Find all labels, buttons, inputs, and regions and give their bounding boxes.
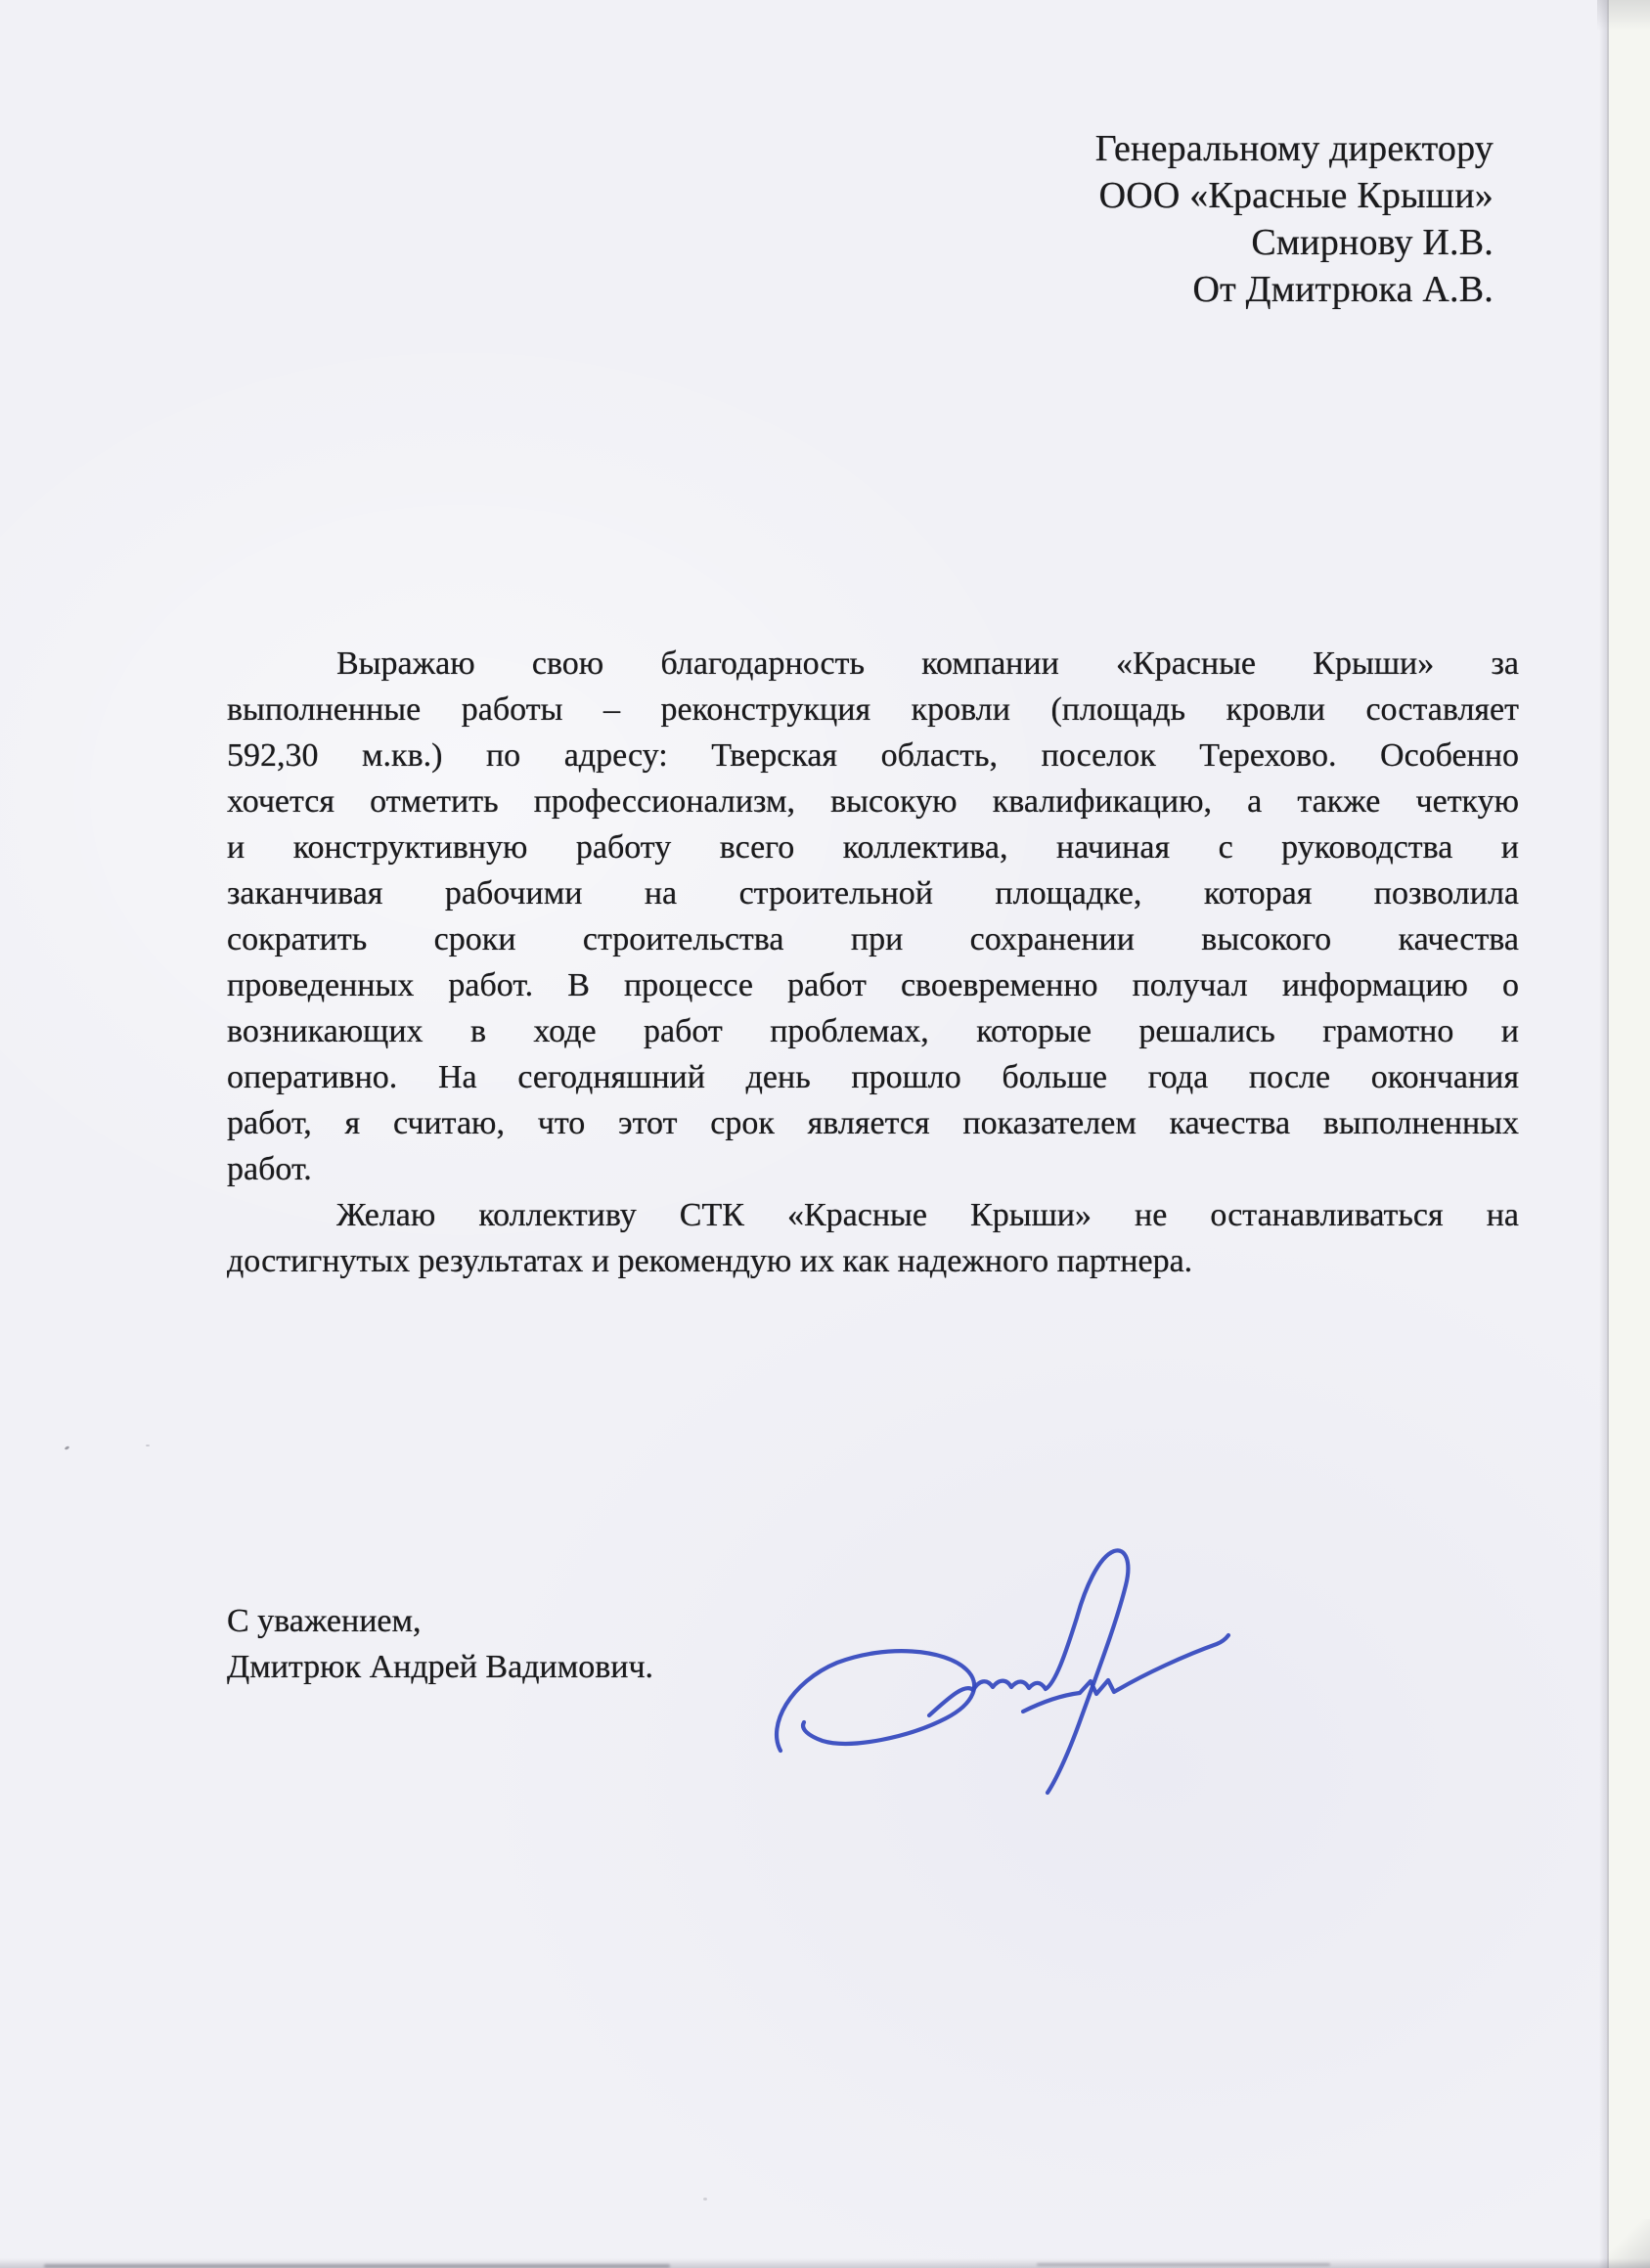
- letter-body: [227, 641, 1519, 1284]
- recipient-line: ООО «Красные Крыши»: [1098, 175, 1494, 216]
- body-line: 592,30 м.кв.) по адресу: Тверская область, поселок Терехово. Особенно: [227, 737, 1519, 774]
- scan-speck: [146, 1445, 150, 1446]
- body-line: возникающих в ходе работ проблемах, которые решались грамотно и: [227, 1013, 1519, 1049]
- closing-line: Дмитрюк Андрей Вадимович.: [227, 1649, 654, 1685]
- scan-speck: [703, 2198, 707, 2201]
- scan-speck: [65, 1445, 70, 1450]
- body-line: и конструктивную работу всего коллектива, начиная с руководства и: [227, 829, 1519, 866]
- closing-line: С уважением,: [227, 1603, 422, 1639]
- handwritten-signature-icon: [734, 1506, 1320, 1829]
- body-line: выполненные работы – реконструкция кровли (площадь кровли составляет: [227, 691, 1519, 728]
- body-line: Выражаю свою благодарность компании «Красные Крыши» за: [336, 645, 1519, 682]
- recipient-line: Смирнову И.В.: [1251, 222, 1494, 263]
- recipient-block: [1095, 125, 1494, 313]
- body-line: хочется отметить профессионализм, высокую квалификацию, а также четкую: [227, 783, 1519, 820]
- scan-bottom-smudge-segment: [44, 2264, 670, 2268]
- body-line: достигнутых результатах и рекомендую их как надежного партнера.: [227, 1243, 1193, 1279]
- body-line: заканчивая рабочими на строительной площадке, которая позволила: [227, 875, 1519, 912]
- body-line: работ, я считаю, что этот срок является показателем качества выполненных: [227, 1105, 1519, 1141]
- scan-corner-shade-top: [1597, 0, 1650, 39]
- recipient-line: От Дмитрюка А.В.: [1192, 269, 1494, 310]
- body-line: сократить сроки строительства при сохранении высокого качества: [227, 921, 1519, 957]
- body-line: проведенных работ. В процессе работ своевременно получал информацию о: [227, 967, 1519, 1003]
- scan-edge-strip: [1607, 0, 1650, 2268]
- body-line: оперативно. На сегодняшний день прошло больше года после окончания: [227, 1059, 1519, 1095]
- scan-bottom-smudge-segment: [1037, 2263, 1330, 2266]
- body-line: Желаю коллективу СТК «Красные Крыши» не останавливаться на: [336, 1197, 1519, 1233]
- recipient-line: Генеральному директору: [1094, 128, 1494, 169]
- body-line: работ.: [227, 1151, 312, 1187]
- closing-block: [227, 1598, 653, 1690]
